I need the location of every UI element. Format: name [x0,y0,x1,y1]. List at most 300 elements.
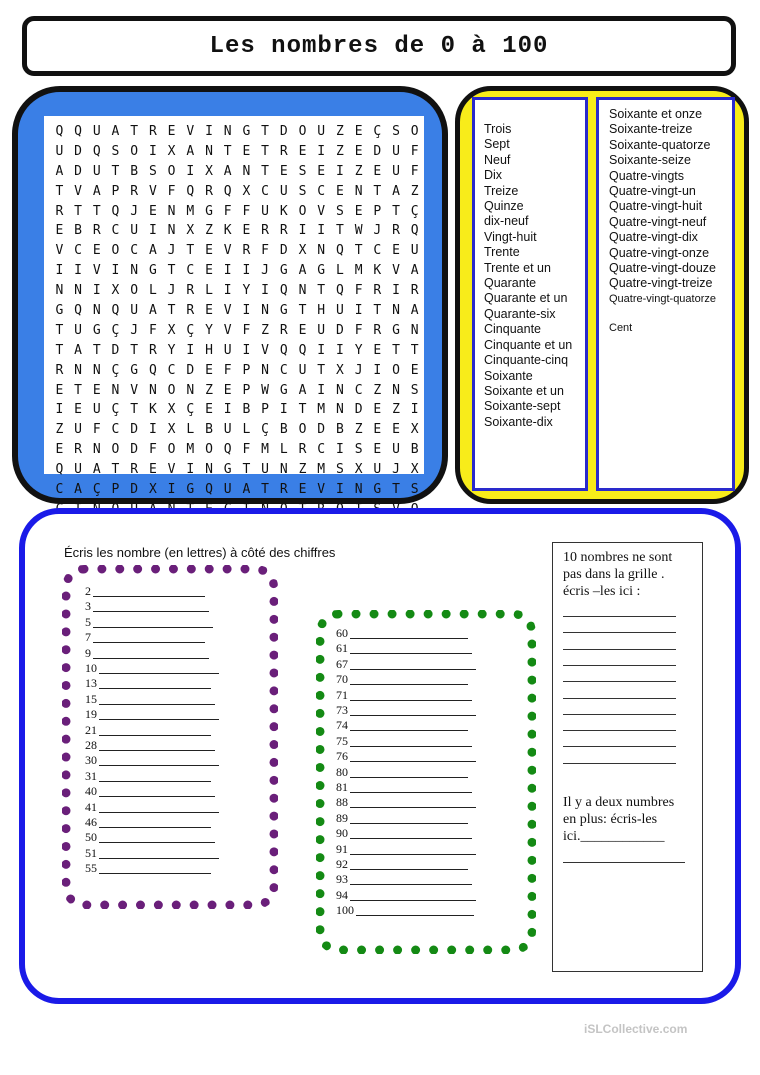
word-search-letter[interactable]: I [186,462,195,478]
word-search-letter[interactable]: G [130,362,139,378]
word-search-letter[interactable]: G [148,263,157,279]
word-search-letter[interactable]: J [167,283,176,299]
word-search-letter[interactable]: W [354,223,363,239]
word-search-letter[interactable]: T [242,462,251,478]
word-search-letter[interactable]: N [186,382,195,398]
answer-line[interactable] [99,718,219,720]
answer-line[interactable] [99,749,215,751]
word-search-letter[interactable]: R [74,442,82,458]
word-search-letter[interactable]: J [373,223,382,239]
answer-line[interactable] [350,806,476,808]
word-search-letter[interactable]: L [205,283,213,299]
word-search-letter[interactable]: I [298,223,307,239]
answer-line[interactable] [99,764,219,766]
answer-line[interactable] [93,641,205,643]
word-search-letter[interactable]: E [92,382,101,398]
word-search-letter[interactable]: N [74,362,82,378]
word-search-letter[interactable]: R [410,283,419,299]
word-search-letter[interactable]: E [205,362,213,378]
word-search-letter[interactable]: U [261,462,269,478]
word-search-letter[interactable]: H [205,342,213,358]
word-search-letter[interactable]: O [298,203,307,219]
answer-line[interactable] [93,595,205,597]
word-search-letter[interactable]: T [261,124,269,139]
word-search-letter[interactable]: V [392,263,400,279]
word-search-letter[interactable]: G [205,203,213,219]
word-search-letter[interactable]: J [130,203,139,219]
word-search-letter[interactable]: O [205,442,213,458]
word-search-letter[interactable]: Q [111,303,120,319]
word-search-letter[interactable]: H [317,303,326,319]
word-search-letter[interactable]: N [392,303,400,319]
word-search-letter[interactable]: G [186,482,195,498]
word-search-letter[interactable]: I [261,283,269,299]
word-search-letter[interactable]: O [111,442,120,458]
word-search-letter[interactable]: T [74,203,82,219]
word-search-letter[interactable]: T [317,283,326,299]
word-search-letter[interactable]: Ç [111,322,120,338]
word-search-letter[interactable]: T [92,203,101,219]
word-search-letter[interactable]: E [167,124,176,139]
word-search-letter[interactable]: G [92,322,101,338]
answer-line[interactable] [99,841,215,843]
word-search-letter[interactable]: X [167,402,176,418]
word-search-letter[interactable]: T [335,223,344,239]
word-search-letter[interactable]: I [74,263,82,279]
word-search-letter[interactable]: C [373,243,382,259]
word-search-letter[interactable]: Ç [186,402,195,418]
word-search-letter[interactable]: R [261,223,269,239]
word-search-letter[interactable]: R [186,303,195,319]
word-search-letter[interactable]: X [410,462,419,478]
word-search-letter[interactable]: R [373,322,382,338]
word-search-letter[interactable]: U [74,462,82,478]
answer-line[interactable] [563,649,676,650]
answer-line[interactable] [563,862,685,863]
word-search-letter[interactable]: M [261,442,269,458]
answer-line[interactable] [350,791,472,793]
word-search-letter[interactable]: C [167,362,176,378]
word-search-letter[interactable]: N [242,163,251,179]
word-search-letter[interactable]: A [92,183,101,199]
word-search-letter[interactable]: E [242,223,251,239]
word-search-letter[interactable]: P [242,362,251,378]
word-search-letter[interactable]: I [242,342,251,358]
word-search-letter[interactable]: M [354,263,363,279]
word-search-letter[interactable]: S [335,203,344,219]
answer-line[interactable] [350,729,468,731]
word-search-letter[interactable]: E [354,203,363,219]
word-search-letter[interactable]: V [223,322,232,338]
word-search-letter[interactable]: I [335,442,344,458]
word-search-letter[interactable]: V [55,243,64,259]
word-search-letter[interactable]: B [205,422,213,438]
word-search-letter[interactable]: I [392,283,400,299]
word-search-letter[interactable]: N [410,322,419,338]
word-search-letter[interactable]: P [111,183,120,199]
word-search-letter[interactable]: O [130,143,139,159]
word-search-letter[interactable]: Z [373,382,382,398]
word-search-letter[interactable]: I [279,402,288,418]
answer-line[interactable] [99,826,211,828]
word-search-letter[interactable]: N [111,382,120,398]
word-search-letter[interactable]: O [298,124,307,139]
word-search-letter[interactable]: E [354,143,363,159]
word-search-letter[interactable]: C [317,442,326,458]
word-search-letter[interactable]: N [92,303,101,319]
word-search-letter[interactable]: M [186,442,195,458]
word-search-letter[interactable]: T [111,462,120,478]
word-search-letter[interactable]: E [335,183,344,199]
word-search-letter[interactable]: X [148,482,157,498]
word-search-letter[interactable]: X [167,143,176,159]
word-search-letter[interactable]: T [261,482,269,498]
word-search-letter[interactable]: T [74,382,82,398]
answer-line[interactable] [99,780,211,782]
word-search-letter[interactable]: Z [205,223,213,239]
word-search-letter[interactable]: I [242,263,251,279]
word-search-letter[interactable]: U [130,303,139,319]
word-search-letter[interactable]: X [205,163,213,179]
word-search-letter[interactable]: U [373,462,382,478]
word-search-letter[interactable]: Z [335,124,344,139]
word-search-letter[interactable]: T [392,482,400,498]
word-search-letter[interactable]: S [410,382,419,398]
word-search-letter[interactable]: G [279,303,288,319]
word-search-letter[interactable]: D [335,322,344,338]
word-search-letter[interactable]: T [354,243,363,259]
word-search-letter[interactable]: G [373,482,382,498]
word-search-letter[interactable]: E [205,263,213,279]
word-search-letter[interactable]: J [354,362,363,378]
word-search-letter[interactable]: A [223,163,232,179]
answer-line[interactable] [350,837,472,839]
word-search-letter[interactable]: E [298,482,307,498]
word-search-letter[interactable]: I [223,402,232,418]
word-search-letter[interactable]: C [354,382,363,398]
word-search-letter[interactable]: R [298,442,307,458]
word-search-letter[interactable]: Q [74,124,82,139]
word-search-letter[interactable]: G [223,462,232,478]
word-search-letter[interactable]: Q [410,223,419,239]
word-search-letter[interactable]: S [111,143,120,159]
word-search-letter[interactable]: I [55,263,64,279]
word-search-letter[interactable]: Z [392,402,400,418]
word-search-letter[interactable]: C [74,243,82,259]
word-search-letter[interactable]: X [167,322,176,338]
word-search-letter[interactable]: D [354,402,363,418]
word-search-letter[interactable]: A [186,143,195,159]
word-search-letter[interactable]: N [74,283,82,299]
word-search-letter[interactable]: I [335,163,344,179]
word-search-letter[interactable]: U [392,442,400,458]
word-search-letter[interactable]: E [392,243,400,259]
word-search-letter[interactable]: T [298,303,307,319]
word-search-letter[interactable]: N [205,462,213,478]
word-search-letter[interactable]: U [392,143,400,159]
word-search-letter[interactable]: J [392,462,400,478]
word-search-letter[interactable]: Z [298,462,307,478]
word-search-letter[interactable]: E [205,303,213,319]
word-search-letter[interactable]: U [74,422,82,438]
word-search-letter[interactable]: V [223,243,232,259]
word-search-letter[interactable]: E [55,382,64,398]
word-search-letter[interactable]: B [410,442,419,458]
word-search-letter[interactable]: G [279,263,288,279]
word-search-letter[interactable]: Ç [373,124,382,139]
word-search-letter[interactable]: F [410,143,419,159]
word-search-letter[interactable]: Z [205,382,213,398]
word-search-letter[interactable]: P [242,382,251,398]
word-search-letter[interactable]: Z [410,183,419,199]
word-search-letter[interactable]: Y [354,342,363,358]
word-search-letter[interactable]: Z [354,422,363,438]
word-search-letter[interactable]: O [392,362,400,378]
word-search-letter[interactable]: B [335,422,344,438]
word-search-letter[interactable]: X [354,462,363,478]
word-search-letter[interactable]: Ç [261,422,269,438]
word-search-letter[interactable]: I [335,342,344,358]
word-search-letter[interactable]: N [55,283,64,299]
word-search-letter[interactable]: Q [148,362,157,378]
word-search-letter[interactable]: Y [167,342,176,358]
word-search-letter[interactable]: N [354,183,363,199]
word-search-letter[interactable]: I [111,263,120,279]
word-search-letter[interactable]: V [317,482,326,498]
word-search-letter[interactable]: Ç [186,322,195,338]
word-search-letter[interactable]: D [317,422,326,438]
answer-line[interactable] [93,610,209,612]
word-search-letter[interactable]: O [167,163,176,179]
word-search-letter[interactable]: T [167,263,176,279]
word-search-letter[interactable]: I [335,482,344,498]
word-search-letter[interactable]: V [317,203,326,219]
word-search-letter[interactable]: U [92,124,101,139]
word-search-letter[interactable]: P [261,402,269,418]
answer-line[interactable] [563,698,676,699]
word-search-letter[interactable]: U [223,482,232,498]
word-search-letter[interactable]: O [167,442,176,458]
word-search-letter[interactable]: U [223,422,232,438]
word-search-letter[interactable]: R [279,322,288,338]
word-search-letter[interactable]: E [223,382,232,398]
word-search-letter[interactable]: L [186,422,195,438]
word-search-letter[interactable]: E [373,422,382,438]
word-search-letter[interactable]: I [148,143,157,159]
word-search-letter[interactable]: P [373,203,382,219]
word-search-letter[interactable]: L [335,263,344,279]
word-search-letter[interactable]: A [392,183,400,199]
word-search-letter[interactable]: C [55,482,64,498]
word-search-letter[interactable]: T [261,163,269,179]
word-search-letter[interactable]: N [130,263,139,279]
word-search-letter[interactable]: U [392,163,400,179]
word-search-letter[interactable]: Ç [111,362,120,378]
word-search-letter[interactable]: Q [186,183,195,199]
word-search-letter[interactable]: A [242,482,251,498]
word-search-letter[interactable]: R [148,124,157,139]
word-search-letter[interactable]: U [335,303,344,319]
word-search-letter[interactable]: F [261,243,269,259]
word-search-letter[interactable]: E [55,223,64,239]
word-search-letter[interactable]: G [392,322,400,338]
word-search-letter[interactable]: U [130,223,139,239]
word-search-letter[interactable]: W [261,382,269,398]
word-search-letter[interactable]: E [373,163,382,179]
word-search-letter[interactable]: S [148,163,157,179]
word-search-letter[interactable]: F [148,322,157,338]
word-search-letter[interactable]: U [317,322,326,338]
word-search-letter[interactable]: O [130,283,139,299]
word-search-letter[interactable]: Q [111,203,120,219]
word-search-letter[interactable]: Q [223,442,232,458]
word-search-letter[interactable]: T [373,183,382,199]
word-search-letter[interactable]: F [223,203,232,219]
word-search-letter[interactable]: E [373,442,382,458]
word-search-letter[interactable]: E [298,322,307,338]
word-search-letter[interactable]: K [279,203,288,219]
word-search-letter[interactable]: I [223,263,232,279]
word-search-letter[interactable]: T [130,124,139,139]
word-search-letter[interactable]: R [242,243,251,259]
answer-line[interactable] [350,868,468,870]
word-search-letter[interactable]: S [298,183,307,199]
word-search-letter[interactable]: Z [55,422,64,438]
answer-line[interactable] [99,857,219,859]
word-search-letter[interactable]: X [186,223,195,239]
answer-line[interactable] [350,899,476,901]
word-search-letter[interactable]: D [373,143,382,159]
word-search-letter[interactable]: B [74,223,82,239]
word-search-letter[interactable]: A [298,263,307,279]
word-search-letter[interactable]: Q [279,342,288,358]
word-search-letter[interactable]: T [261,143,269,159]
word-search-letter[interactable]: R [186,283,195,299]
answer-line[interactable] [99,703,215,705]
word-search-letter[interactable]: A [298,382,307,398]
word-search-letter[interactable]: Q [205,482,213,498]
word-search-letter[interactable]: F [242,203,251,219]
word-search-letter[interactable]: T [55,183,64,199]
word-search-letter[interactable]: A [74,482,82,498]
word-search-letter[interactable]: R [205,183,213,199]
word-search-letter[interactable]: U [223,342,232,358]
word-search-letter[interactable]: C [279,362,288,378]
word-search-letter[interactable]: Ç [111,402,120,418]
word-search-letter[interactable]: N [167,203,176,219]
word-search-letter[interactable]: S [392,124,400,139]
word-search-letter[interactable]: Q [335,283,344,299]
answer-line[interactable] [99,811,219,813]
answer-line[interactable] [350,760,476,762]
word-search-letter[interactable]: M [317,462,326,478]
word-search-letter[interactable]: N [317,243,326,259]
word-search-letter[interactable]: C [317,183,326,199]
word-search-letter[interactable]: Q [55,124,64,139]
word-search-letter[interactable]: N [148,382,157,398]
word-search-letter[interactable]: E [392,422,400,438]
word-search-letter[interactable]: V [92,263,101,279]
word-search-letter[interactable]: X [111,283,120,299]
answer-line[interactable] [99,734,211,736]
answer-line[interactable] [563,665,676,666]
word-search-letter[interactable]: A [111,124,120,139]
word-search-letter[interactable]: I [317,382,326,398]
word-search-letter[interactable]: P [111,482,120,498]
answer-line[interactable] [563,746,676,747]
answer-line[interactable] [99,672,219,674]
answer-line[interactable] [563,714,676,715]
word-search-letter[interactable]: C [111,422,120,438]
word-search-letter[interactable]: U [92,402,101,418]
word-search-letter[interactable]: R [92,223,101,239]
word-search-letter[interactable]: B [130,163,139,179]
word-search-letter[interactable]: T [410,342,419,358]
answer-line[interactable] [350,668,476,670]
word-search-letter[interactable]: I [186,342,195,358]
word-search-letter[interactable]: U [317,124,326,139]
answer-line[interactable] [563,763,676,764]
word-search-letter[interactable]: U [298,362,307,378]
word-search-letter[interactable]: A [55,163,64,179]
word-search-letter[interactable]: T [130,402,139,418]
word-search-letter[interactable]: I [167,482,176,498]
word-search-letter[interactable]: I [92,283,101,299]
word-search-letter[interactable]: I [317,342,326,358]
word-search-letter[interactable]: Z [261,322,269,338]
word-search-letter[interactable]: U [92,163,101,179]
word-search-letter[interactable]: E [298,143,307,159]
word-search-letter[interactable]: N [335,382,344,398]
word-search-letter[interactable]: U [410,243,419,259]
word-search-letter[interactable]: X [410,422,419,438]
word-search-letter[interactable]: T [392,203,400,219]
word-search-letter[interactable]: X [167,422,176,438]
word-search-letter[interactable]: E [92,243,101,259]
answer-line[interactable] [350,745,472,747]
word-search-letter[interactable]: I [317,223,326,239]
word-search-letter[interactable]: R [55,203,64,219]
word-search-letter[interactable]: R [373,283,382,299]
word-search-letter[interactable]: F [223,362,232,378]
word-search-letter[interactable]: C [130,243,139,259]
word-search-letter[interactable]: X [298,243,307,259]
word-search-letter[interactable]: N [335,402,344,418]
word-search-letter[interactable]: U [261,203,269,219]
word-search-letter[interactable]: T [55,342,64,358]
word-search-letter[interactable]: N [279,462,288,478]
word-search-letter[interactable]: J [261,263,269,279]
word-search-letter[interactable]: D [74,163,82,179]
word-search-letter[interactable]: J [167,243,176,259]
word-search-letter[interactable]: A [92,462,101,478]
word-search-letter[interactable]: O [111,243,120,259]
word-search-letter[interactable]: Q [335,243,344,259]
word-search-letter[interactable]: R [279,223,288,239]
word-search-letter[interactable]: A [410,303,419,319]
word-search-letter[interactable]: X [335,362,344,378]
answer-line[interactable] [99,795,215,797]
answer-line[interactable] [350,883,472,885]
answer-line[interactable] [93,626,213,628]
word-search-letter[interactable]: G [317,263,326,279]
answer-line[interactable] [350,637,468,639]
word-search-letter[interactable]: B [279,422,288,438]
word-search-letter[interactable]: Z [354,163,363,179]
answer-line[interactable] [99,872,211,874]
word-search-letter[interactable]: Ç [92,482,101,498]
word-search-letter[interactable]: Y [205,322,213,338]
